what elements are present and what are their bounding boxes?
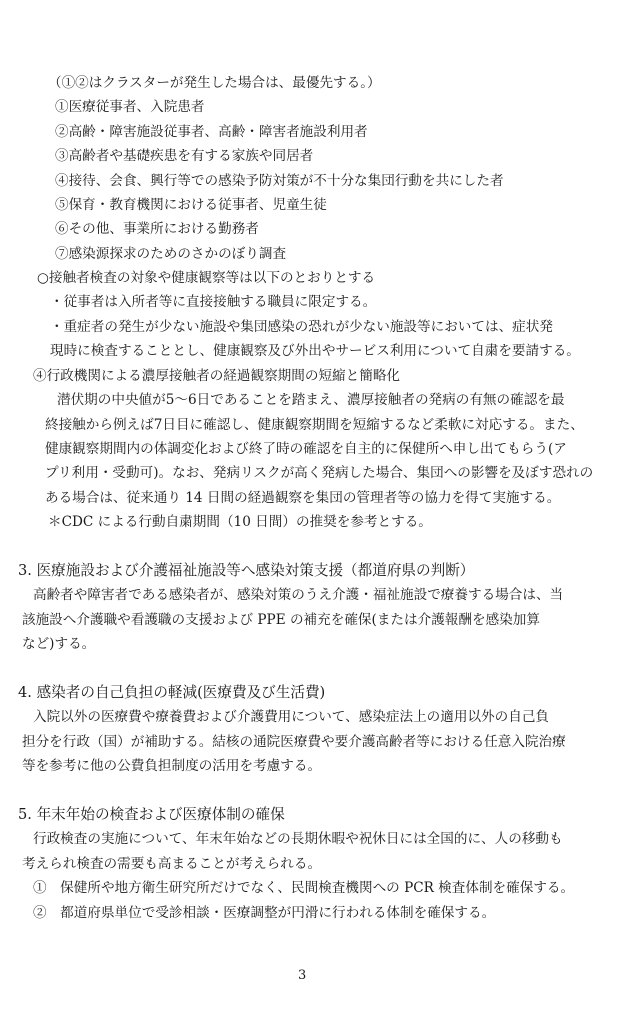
- section-3-line-2: 該施設へ介護職や看護職の支援および PPE の補充を確保(または介護報酬を感染加算: [22, 612, 540, 628]
- item4-heading: ④行政機関による濃厚接触者の経過観察期間の短縮と簡略化: [33, 368, 401, 384]
- section-3-line-1: 高齢者や障害者である感染者が、感染対策のうえ介護・福祉施設で療養する場合は、当: [33, 587, 564, 603]
- contact-scope-bullet-1: ・従事者は入所者等に直接接触する職員に限定する。: [50, 294, 377, 310]
- section-4-line-2: 担分を行政（国）が補助する。結核の通院医療費や要介護高齢者等における任意入院治療: [22, 734, 566, 750]
- section-5-item-2: ② 都道府県単位で受診相談・医療調整が円滑に行われる体制を確保する。: [33, 905, 496, 921]
- priority-item-7: ⑦感染源探求のためのさかのぼり調査: [55, 246, 287, 262]
- section-3-heading: 3. 医療施設および介護福祉施設等へ感染対策支援（都道府県の判断）: [18, 562, 475, 579]
- priority-item-3: ③高齢者や基礎疾患を有する家族や同居者: [55, 148, 314, 164]
- priority-item-2: ②高齢・障害施設従事者、高齢・障害者施設利用者: [55, 124, 368, 140]
- contact-scope-heading: ○接触者検査の対象や健康観察等は以下のとおりとする: [37, 270, 376, 286]
- priority-note: （①②はクラスターが発生した場合は、最優先する。）: [48, 75, 381, 91]
- priority-item-6: ⑥その他、事業所における勤務者: [55, 221, 259, 237]
- section-4-heading: 4. 感染者の自己負担の軽減(医療費及び生活費): [18, 684, 326, 701]
- section-4-line-3: 等を参考に他の公費負担制度の活用を考慮する。: [22, 758, 322, 774]
- section-5-line-1: 行政検査の実施について、年末年始などの長期休暇や祝休日には全国的に、人の移動も: [33, 831, 563, 847]
- priority-item-4: ④接待、会食、興行等での感染予防対策が不十分な集団行動を共にした者: [55, 173, 504, 189]
- contact-scope-bullet-2-line-2: 現時に検査することとし、健康観察及び外出やサービス利用について自粛を要請する。: [50, 343, 580, 359]
- section-4-line-1: 入院以外の医療費や療養費および介護費用について、感染症法上の適用以外の自己負: [33, 709, 550, 725]
- item4-line-1: 潜伏期の中央値が5～6日であることを踏まえ、濃厚接触者の発病の有無の確認を最: [57, 392, 565, 408]
- item4-line-3: 健康観察期間内の体調変化および終了時の確認を自主的に保健所へ申し出てもらう(ア: [45, 441, 567, 457]
- page-number: 3: [298, 968, 307, 983]
- section-3-line-3: など)する。: [22, 636, 96, 652]
- section-5-item-1: ① 保健所や地方衛生研究所だけでなく、民間検査機関への PCR 検査体制を確保する。: [33, 880, 575, 896]
- priority-item-5: ⑤保育・教育機関における従事者、児童生徒: [55, 197, 327, 213]
- contact-scope-bullet-2-line-1: ・重症者の発生が少ない施設や集団感染の恐れが少ない施設等においては、症状発: [50, 319, 553, 335]
- section-5-line-2: 考えられ検査の需要も高まることが考えられる。: [22, 856, 322, 872]
- item4-line-5: ある場合は、従来通り 14 日間の経過観察を集団の管理者等の協力を得て実施する。: [45, 490, 561, 506]
- item4-note: ＊CDC による行動自粛期間（10 日間）の推奨を参考とする。: [48, 514, 432, 530]
- item4-line-4: プリ利用・受動可)。なお、発病リスクが高く発病した場合、集団への影響を及ぼす恐れの: [45, 465, 594, 481]
- item4-line-2: 終接触から例えば7日目に確認し、健康観察期間を短縮するなど柔軟に対応する。また、: [45, 417, 584, 433]
- section-5-heading: 5. 年末年始の検査および医療体制の確保: [18, 806, 285, 823]
- priority-item-1: ①医療従事者、入院患者: [55, 99, 205, 115]
